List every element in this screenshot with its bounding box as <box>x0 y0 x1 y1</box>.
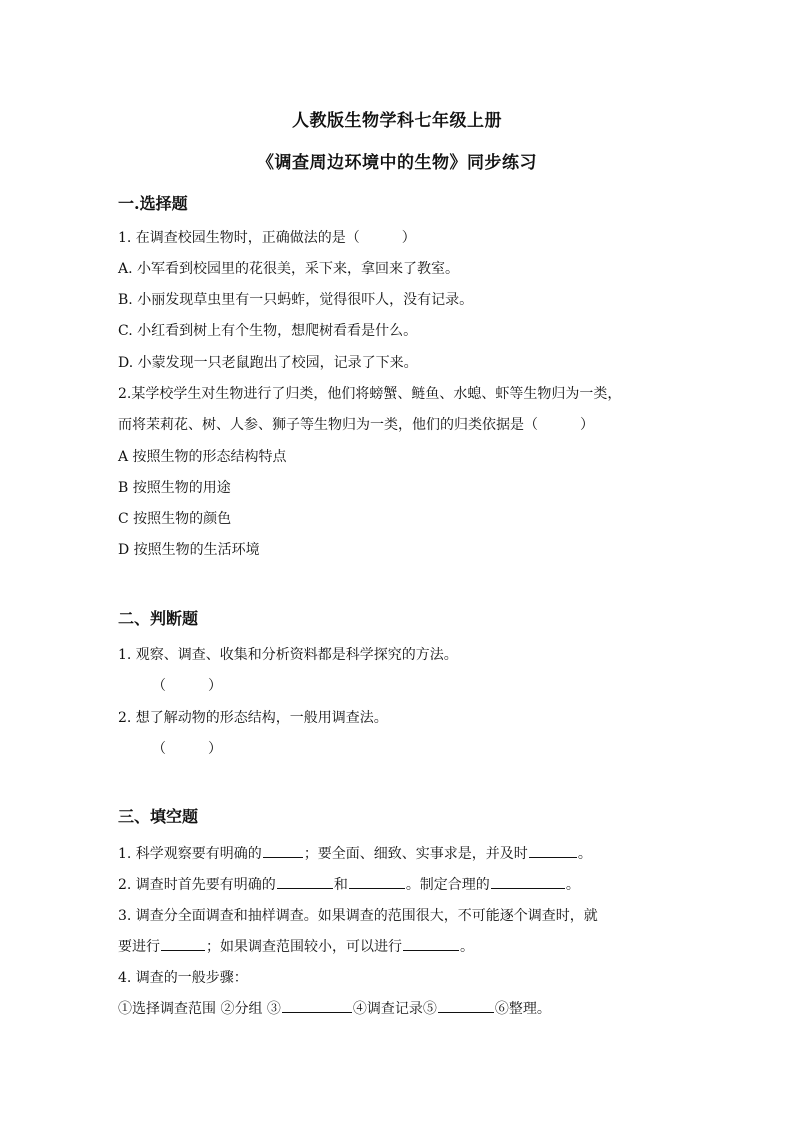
choice-q2-option-a: A 按照生物的形态结构特点 <box>118 449 287 465</box>
fill-q2 <box>118 874 580 894</box>
fill-q2-text-d: 。 <box>565 877 580 893</box>
fill-q1-blank-1[interactable] <box>263 843 303 858</box>
judgment-q2-answer-blank[interactable]: （ ） <box>152 741 222 757</box>
choice-q2-option-c: C 按照生物的颜色 <box>118 511 232 527</box>
page-title: 人教版生物学科七年级上册 <box>292 111 502 131</box>
fill-q3-blank-1[interactable] <box>161 936 205 951</box>
fill-q2-blank-2[interactable] <box>349 874 405 889</box>
page-subtitle: 《调查周边环境中的生物》同步练习 <box>257 153 537 173</box>
fill-q2-text-c: 。制定合理的 <box>405 877 490 893</box>
fill-q3-blank-2[interactable] <box>403 936 459 951</box>
fill-q3-text-c: 。 <box>460 939 474 955</box>
judgment-q1-answer-blank[interactable]: （ ） <box>152 678 222 694</box>
fill-q3-line1: 3. 调查分全面调查和抽样调查。如果调查的范围很大，不可能逐个调查时，就 <box>118 908 598 924</box>
judgment-q1: 1. 观察、调查、收集和分析资料都是科学探究的方法。 <box>118 647 458 663</box>
choice-q2-stem-line2: 而将茉莉花、树、人参、狮子等生物归为一类，他们的归类依据是（ ） <box>118 417 594 433</box>
choice-q2-option-d: D 按照生物的生活环境 <box>118 542 260 558</box>
fill-q2-text-a: 2. 调查时首先要有明确的 <box>118 877 276 893</box>
choice-q1-option-a: A. 小军看到校园里的花很美，采下来，拿回来了教室。 <box>118 261 460 277</box>
choice-q2-option-b: B 按照生物的用途 <box>118 480 231 496</box>
fill-q2-blank-3[interactable] <box>491 874 565 889</box>
fill-q2-blank-1[interactable] <box>277 874 333 889</box>
section-heading-judgment: 二、判断题 <box>118 609 199 628</box>
choice-q2-stem-line1: 2.某学校学生对生物进行了归类，他们将螃蟹、鲢鱼、水螅、虾等生物归为一类， <box>118 386 622 402</box>
fill-q2-text-b: 和 <box>333 877 348 893</box>
fill-q4-blank-1[interactable] <box>282 998 352 1013</box>
judgment-q2: 2. 想了解动物的形态结构，一般用调查法。 <box>118 710 388 726</box>
fill-q1-text-b: ；要全面、细致、实事求是，并及时 <box>303 846 528 862</box>
fill-q4-stem: 4. 调查的一般步骤： <box>118 970 248 986</box>
choice-q1-option-c: C. 小红看到树上有个生物，想爬树看看是什么。 <box>118 323 418 339</box>
fill-q1 <box>118 843 592 863</box>
fill-q4-steps <box>118 998 551 1018</box>
fill-q1-blank-2[interactable] <box>529 843 577 858</box>
fill-q3-text-b: ；如果调查范围较小，可以进行 <box>206 939 402 955</box>
fill-q3-text-a: 要进行 <box>118 939 160 955</box>
choice-q1-option-d: D. 小蒙发现一只老鼠跑出了校园，记录了下来。 <box>118 355 418 371</box>
fill-q4-text-b: ④调查记录⑤ <box>352 1001 437 1017</box>
choice-q1-option-b: B. 小丽发现草虫里有一只蚂蚱，觉得很吓人，没有记录。 <box>118 292 474 308</box>
fill-q4-blank-2[interactable] <box>438 998 494 1013</box>
fill-q3-line2 <box>118 936 474 956</box>
fill-q4-text-c: ⑥整理。 <box>494 1001 551 1017</box>
fill-q1-text-a: 1. 科学观察要有明确的 <box>118 846 262 862</box>
choice-q1-stem: 1. 在调查校园生物时，正确做法的是（ ） <box>118 230 416 246</box>
fill-q4-text-a: ①选择调查范围 ②分组 ③ <box>118 1001 281 1017</box>
section-heading-fill: 三、填空题 <box>118 807 199 826</box>
section-heading-choice: 一.选择题 <box>118 194 188 213</box>
fill-q1-text-c: 。 <box>577 846 592 862</box>
